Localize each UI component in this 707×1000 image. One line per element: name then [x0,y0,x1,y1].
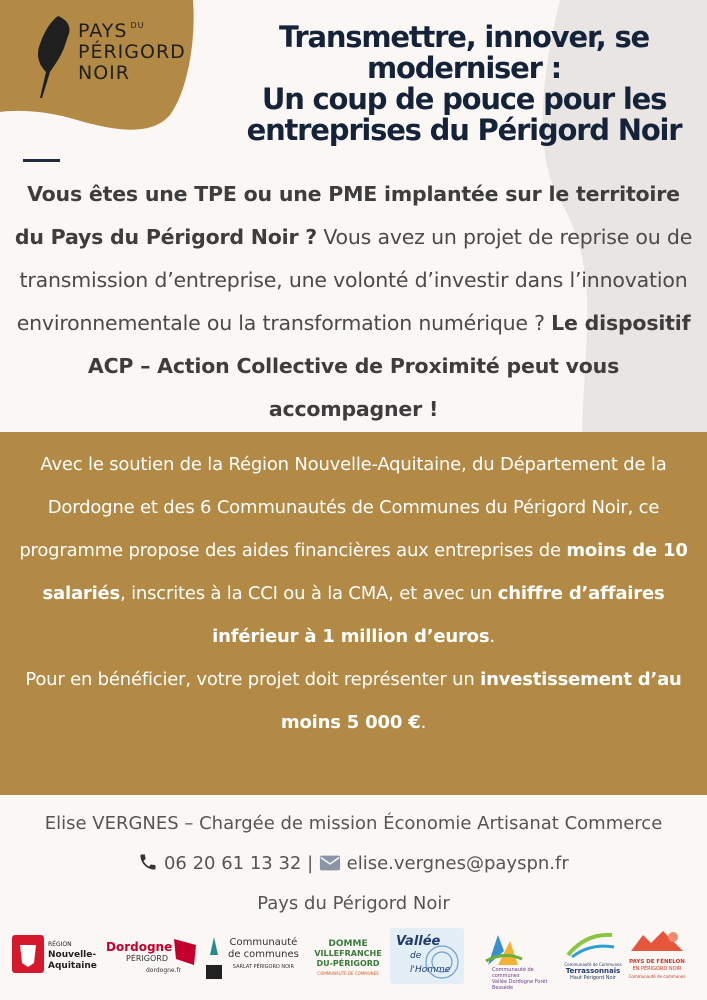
title-line-4: entreprises du Périgord Noir [246,113,682,147]
sarlat-line-2: de communes [228,949,299,960]
vdfb-line-1: Communauté de communes [492,967,534,979]
logo-region-nouvelle-aquitaine [8,925,100,985]
region-name-1: Nouvelle- [48,950,97,960]
dordogne-name: Dordogne [106,940,173,954]
logo-domme-villefranche [308,925,388,985]
title-line-1: Transmettre, innover, se [278,20,650,54]
fenelon-emblem-icon [629,927,685,955]
eligibility-text-a: Pour en bénéficier, votre projet doit représenter un [25,669,481,690]
contact-details [0,844,707,884]
eligibility-bold-investment: investissement d’au moins 5 000 € [280,669,682,733]
partner-logos [0,925,707,991]
contact-block [0,804,707,924]
sarlat-emblem-icon [204,937,224,979]
logo-line-1-small: DU [130,21,145,30]
dordogne-url: dordogne.fr [146,967,182,974]
fenelon-line-2: EN PÉRIGORD NOIR [632,966,682,972]
contact-organization: Pays du Périgord Noir [257,893,450,914]
logo-terrassonnais [562,925,622,985]
program-bold-revenue: chiffre d’affaires inférieur à 1 million d’euros [212,583,665,647]
sarlat-line-3: SARLAT PÉRIGORD NOIR [232,964,295,970]
sarlat-line-1: Communauté [229,937,298,948]
logo-line-3: NOIR [78,62,130,84]
phone-icon [138,852,158,872]
title-line-2: moderniser : [367,51,561,85]
terrassonnais-emblem-icon [566,929,616,959]
pays-perigord-noir-logo [34,14,194,104]
fenelon-line-1: PAYS DE FÉNELON [629,959,685,965]
intro-bold-question: Vous êtes une TPE ou une PME implantée sur le territoire du Pays du Périgord Noir ? [14,182,680,249]
terrassonnais-line-2: Terrassonnais [565,967,621,975]
domme-line-3: DU-PÉRIGORD [316,959,380,968]
terrassonnais-line-3: Haut Périgord Noir [569,975,617,981]
logo-vallee-homme [390,925,464,985]
dordogne-sub: PÉRIGORD [126,954,169,963]
program-text-e: . [489,626,495,647]
domme-line-1: DOMME [328,939,368,949]
logo-line-1: PAYS [78,20,128,42]
domme-line-2: VILLEFRANCHE [314,949,382,958]
program-bold-employees: moins de 10 salariés [42,540,688,604]
region-name-2: Aquitaine [48,961,97,971]
logo-sarlat-perigord-noir [202,925,307,985]
quill-icon [34,14,74,100]
program-details-band [0,432,707,795]
intro-bold-offer: Le dispositif ACP – Action Collective de Proximité peut vous accompagner ! [87,311,691,421]
fenelon-line-3: Communauté de communes [628,974,686,979]
region-small-label: RÉGION [48,941,72,948]
region-emblem-icon [12,935,44,973]
eligibility-text-c: . [420,712,427,733]
email-icon [319,854,341,872]
vdfb-line-2: Vallée Dordogne Forêt Bessède [492,979,548,991]
eligibility-paragraph [0,658,707,744]
program-text-a: Avec le soutien de la Région Nouvelle-Aquitaine, du Département de la Dordogne et des 6 Communautés de Communes du Périgord Noir, ce programme propose des aides financières aux entreprises de [19,454,667,561]
terrassonnais-line-1: Communauté de Communes [564,962,622,967]
page-title [238,22,690,146]
contact-separator: | [301,853,319,874]
phone-link[interactable]: 06 20 61 13 32 [163,853,302,874]
logo-dordogne [104,925,196,985]
vallee-line-2: de l'Homme [410,951,451,975]
email-link[interactable]: elise.vergnes@payspn.fr [346,853,569,874]
intro-paragraph [12,173,695,431]
program-paragraph [0,432,707,658]
logo-pays-fenelon [626,925,688,985]
divider [23,159,60,162]
vdfb-emblem-icon [484,931,524,967]
program-text-c: , inscrites à la CCI ou à la CMA, et avec un [120,583,498,604]
logo-line-2: PÉRIGORD [78,41,186,63]
title-line-3: Un coup de pouce pour les [261,82,667,116]
logo-vallee-dordogne-foret-bessede [480,925,558,991]
dordogne-flag-icon [174,937,196,967]
intro-text: Vous avez un projet de reprise ou de transmission d’entreprise, une volonté d’investir dans l’innovation environnementale ou la transformation numérique ? [16,225,693,335]
domme-line-4: COMMUNAUTÉ DE COMMUNES [317,971,379,976]
vallee-line-1: Vallée [396,934,441,949]
contact-name: Elise VERGNES – Chargée de mission Économie Artisanat Commerce [44,813,663,834]
